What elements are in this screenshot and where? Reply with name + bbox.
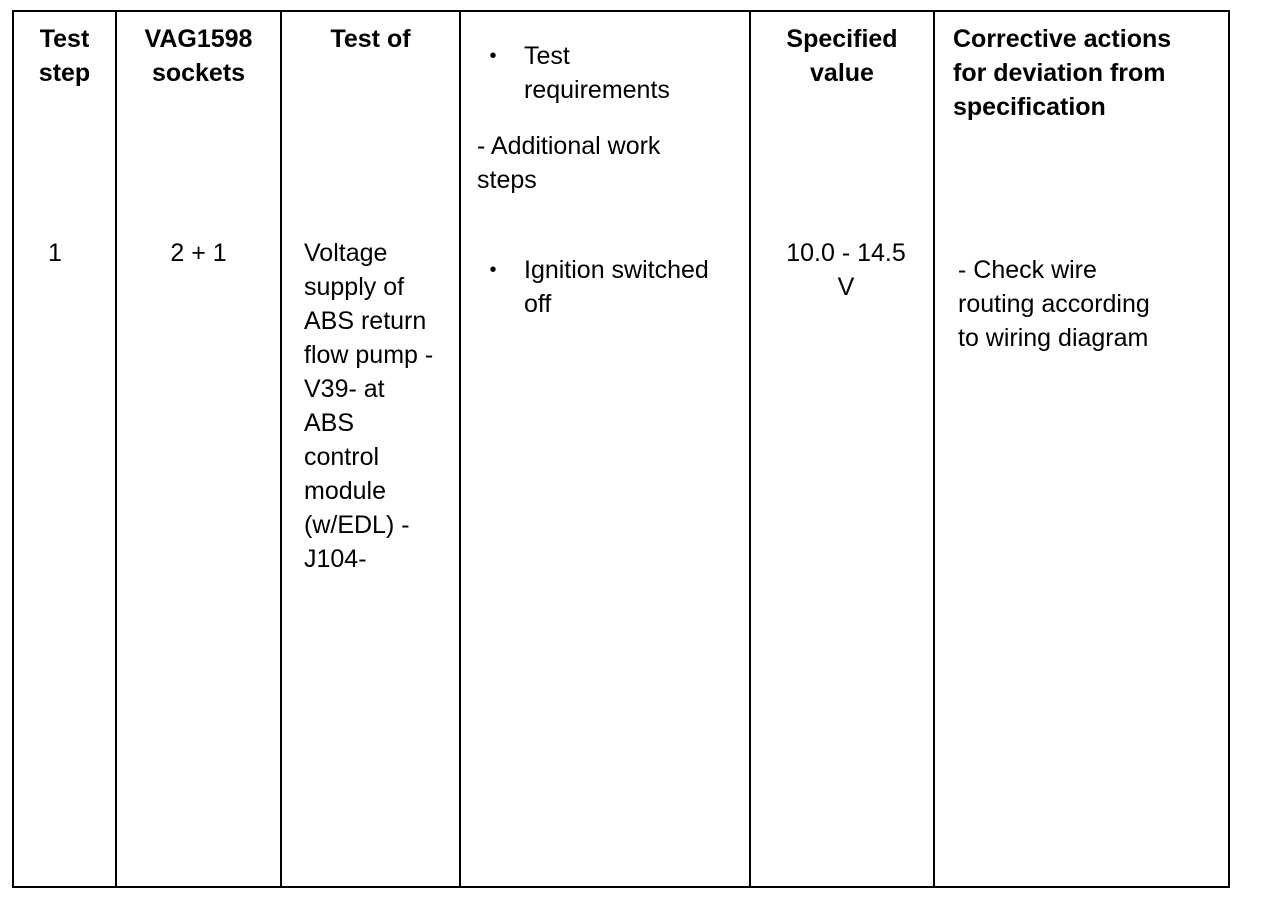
bullet-icon: • xyxy=(489,259,497,281)
bullet-icon: • xyxy=(489,45,497,67)
column-divider xyxy=(280,10,282,888)
row-test-step: 1 xyxy=(48,239,62,267)
column-divider xyxy=(749,10,751,888)
header-additional-work-steps: - Additional work steps xyxy=(477,132,661,194)
column-divider xyxy=(115,10,117,888)
row-test-of: Voltage supply of ABS return flow pump - V39- at ABS control module (w/EDL) - J104- xyxy=(304,239,434,573)
header-corrective-actions: Corrective actions for deviation from specification xyxy=(953,25,1172,121)
header-test-step: Test step xyxy=(38,25,91,87)
row-specified-value: 10.0 - 14.5 V xyxy=(786,239,906,301)
header-sockets: VAG1598 sockets xyxy=(144,25,253,87)
column-divider xyxy=(459,10,461,888)
header-specified-value: Specified value xyxy=(786,25,898,87)
row-sockets: 2 + 1 xyxy=(170,239,227,267)
row-corrective-actions: - Check wire routing according to wiring diagram xyxy=(958,256,1150,352)
column-divider xyxy=(933,10,935,888)
header-test-of: Test of xyxy=(330,25,411,53)
